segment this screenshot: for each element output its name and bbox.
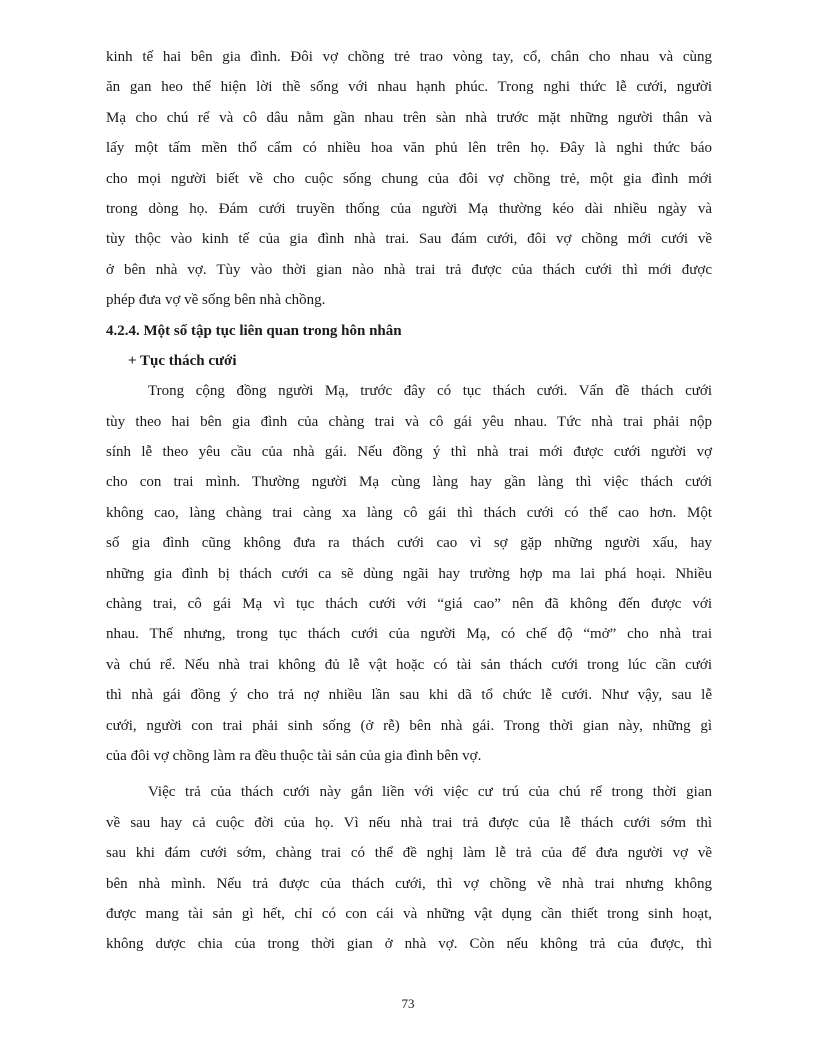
text-line: nhau. Thế nhưng, trong tục thách cưới của người Mạ, có chế độ “mở” cho nhà trai: [106, 626, 712, 643]
text-line: chàng trai, cô gái Mạ vì tục thách cưới với “giá cao” nên đã không đến được với: [106, 596, 712, 613]
page-number: 73: [401, 996, 415, 1011]
paragraph-wedding-ritual: [106, 42, 712, 316]
text-line: lấy một tấm mền thổ cẩm có nhiều hoa văn phủ lên trên họ. Đây là nghi thức báo: [106, 140, 712, 157]
text-line: Mạ cho chú rể và cô dâu nằm gần nhau trên sàn nhà trước mặt những người thân và: [106, 109, 712, 126]
section-heading: 4.2.4. Một số tập tục liên quan trong hôn nhân: [106, 322, 402, 339]
paragraph-residence: [106, 777, 712, 959]
text-line: thì nhà gái đồng ý cho trả nợ nhiều lần sau khi dã tổ chức lễ cưới. Như vậy, sau lễ: [106, 687, 712, 704]
sub-heading: + Tục thách cưới: [128, 352, 237, 369]
text-line: tùy theo hai bên gia đình của chàng trai và cô gái yêu nhau. Tức nhà trai phải nộp: [106, 413, 712, 430]
text-line: được mang tài sản gì hết, chỉ có con cái và những vật dụng cần thiết trong sinh hoạt,: [106, 905, 712, 922]
text-line: trong dòng họ. Đám cưới truyền thống của người Mạ thường kéo dài nhiều ngày và: [106, 200, 712, 217]
document-page: [106, 42, 712, 960]
text-line: không cao, làng chàng trai càng xa làng cô gái thì thách cưới có thể cao hơn. Một: [106, 504, 712, 521]
text-line: ở bên nhà vợ. Tùy vào thời gian nào nhà trai trả được của thách cưới thì mới được: [106, 261, 712, 278]
text-line: tùy thộc vào kinh tế của gia đình nhà trai. Sau đám cưới, đôi vợ chồng mới cưới về: [106, 231, 712, 248]
text-line: cho mọi người biết về cho cuộc sống chung của đôi vợ chồng trẻ, một gia đình mới: [106, 170, 712, 187]
text-line: kinh tế hai bên gia đình. Đôi vợ chồng trẻ trao vòng tay, cổ, chân cho nhau và cùng: [106, 49, 712, 65]
text-line: sau khi đám cưới sớm, chàng trai có thể đề nghị làm lễ trả của để đưa người vợ về: [106, 845, 712, 862]
paragraph-bride-price: [106, 376, 712, 771]
text-line: cưới, người con trai phải sinh sống (ở rễ) bên nhà gái. Trong thời gian này, những gì: [106, 717, 712, 734]
text-line: phép đưa vợ về sống bên nhà chồng.: [106, 292, 326, 309]
text-line: sính lễ theo yêu cầu của nhà gái. Nếu đồng ý thì nhà trai mới được cưới người vợ: [106, 444, 712, 461]
text-line: ăn gan heo thể hiện lời thề sống với nhau hạnh phúc. Trong nghi thức lễ cưới, người: [106, 79, 712, 96]
text-line: những gia đình bị thách cưới ca sẽ dùng ngãi hay trường hợp ma lai phá hoại. Nhiều: [106, 565, 712, 582]
text-line: Trong cộng đồng người Mạ, trước đây có tục thách cưới. Vấn đề thách cưới: [148, 383, 712, 400]
text-line: và chú rể. Nếu nhà trai không đủ lễ vật hoặc có tài sản thách cưới trong lúc cần cưới: [106, 656, 712, 673]
text-line: Việc trả của thách cưới này gắn liền với việc cư trú của chú rể trong thời gian: [148, 784, 712, 801]
text-line: cho con trai mình. Thường người Mạ cùng làng hay gần làng thì việc thách cưới: [106, 474, 712, 491]
text-line: bên nhà mình. Nếu trả được của thách cưới, thì vợ chồng về nhà trai nhưng không: [106, 875, 712, 892]
text-line: của đôi vợ chồng làm ra đều thuộc tài sản của gia đình bên vợ.: [106, 747, 482, 764]
text-line: về sau hay cả cuộc đời của họ. Vì nếu nhà trai trả được của lễ thách cưới sớm thì: [106, 814, 712, 831]
text-line: không dược chia của trong thời gian ở nhà vợ. Còn nếu không trả của được, thì: [106, 936, 712, 953]
text-line: số gia đình cũng không đưa ra thách cưới cao vì sợ gặp những người xấu, hay: [106, 535, 712, 552]
